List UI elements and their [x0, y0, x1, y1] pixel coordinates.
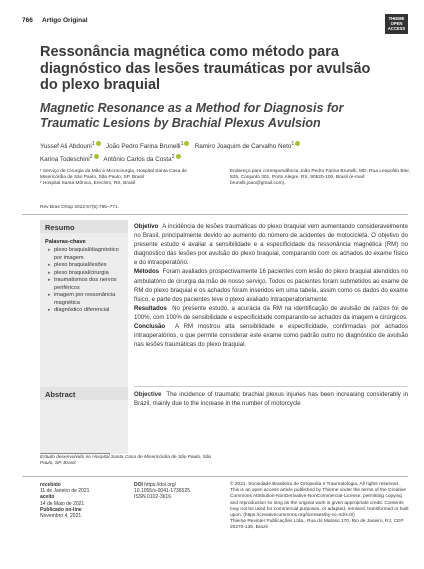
- author[interactable]: João Pedro Farina Brunelli$^1$: [106, 143, 189, 150]
- keyword-list: [40, 247, 128, 315]
- citation: Rev Bras Ortop 2022;57(5):766–771.: [40, 205, 119, 210]
- divider: [134, 386, 408, 387]
- orcid-icon: [184, 141, 189, 146]
- divider: [22, 214, 408, 215]
- article-title-en: Magnetic Resonance as a Method for Diagnosis for Traumatic Lesions by Brachial Plexus Avulsion: [40, 101, 344, 130]
- section-label: Artigo Original: [42, 17, 88, 24]
- author-list: [40, 139, 400, 165]
- resumo-body: Objetivo A incidência de lesões traumáticas do plexo braquial vem aumentando consideravelmente no Brasil, principalmente devido ao aumento do número de acidentes de motocicleta. O objetivo do presente estudo é avaliar a sensibilidade e a especificidade da ressonância magnética (RM) no diagnóstico das lesões por avulsão do plexo braquial, comparando com os achados do exame físico e do intraoperatório. Métodos Foram avaliados prospectivamente 16 pacientes com lesão do plexo braquial atendidos no ambulatório de cirurgia da mão de nosso serviço. Todos os pacientes foram submetidos ao exame de RM do plexo braquial e os achados foram inseridos em uma tabela, assim como os dados do exame físico, e parte dos pacientes teve o plexo avaliado intraoperatoriamente. Resultados No presente estudo, a acurácia da RM na identificação de avulsão de raízes foi de 100%, com 100% de sensibilidade e especificidade comparando-se achados da imagem e cirúrgicos. Conclusão A RM mostrou alta sensibilidade e especificidade, confirmadas por achados intraoperatórios, o que permite considerar este exame como padrão outro no diagnóstico de avulsão nas lesões traumáticas do plexo braquial.: [134, 223, 408, 349]
- page-header: [22, 14, 408, 36]
- keyword: ▸ plexo braquial/cirurgia: [48, 270, 123, 278]
- open-access-badge: THIEME OPEN ACCESS: [385, 14, 408, 34]
- footnote-divider: [40, 453, 110, 454]
- author[interactable]: Ramiro Joaquim de Carvalho Neto$^1$: [195, 143, 301, 150]
- correspondence: Endereço para correspondência João Pedro Farina Brunelli, MD, Rua Leopoldo Bier, 825, Conjunto 301, Porto Alegre, RS, 90620-100, Brasil (e-mail: brunelli.joao@gmail.com).: [230, 169, 410, 187]
- orcid-icon: [176, 154, 181, 159]
- doi-block: DOI https://doi.org/ 10.1055/s-0041-1736525. ISSN 0102-3616.: [134, 482, 192, 501]
- keyword: ▸ plexo braquial/lesões: [48, 262, 123, 270]
- divider: [22, 476, 408, 477]
- keywords-sidebar: [40, 220, 128, 454]
- doi-link[interactable]: https://doi.org/: [144, 482, 176, 488]
- author[interactable]: Antônio Carlos da Costa$^2$: [103, 156, 180, 163]
- article-title-pt: Ressonância magnética como método para diagnóstico das lesões traumáticas por avulsão do plexo braquial: [40, 44, 371, 93]
- abstract-body: Objective The incidence of traumatic brachial plexus injuries has been increasing considerably in Brazil, mainly due to the increase in the number of motorcycle: [134, 391, 409, 408]
- orcid-icon: [295, 141, 300, 146]
- orcid-icon: [96, 141, 101, 146]
- orcid-icon: [94, 154, 99, 159]
- publication-dates: recebido 11 de Janeiro de 2021 aceito 14 de Maio de 2021 Publicado on-line Novembro 4, 2021: [40, 482, 90, 520]
- keyword: ▸ diagnóstico diferencial: [48, 307, 123, 315]
- author[interactable]: Yussef Ali Abdouni$^1$: [40, 143, 101, 150]
- keyword: ▸ traumatismos dos nervos periféricos: [48, 277, 123, 292]
- copyright-notice: © 2021. Sociedade Brasileira de Ortopedia e Traumatologia. All rights reserved. This is an open access article published by Thieme under the terms of the Creative Commons Attribution-NonDerivative-NonCommercial-License, permitting copying and reproduction so long as the original work is given appropriate credit. Contents may not be used for commercial purposes, or adapted, remixed, transformed or built upon. (https://creativecommons.org/licenses/by-nc-nd/4.0/) Thieme Revinter Publicações Ltda., Rua do Matoso 170, Rio de Janeiro, RJ, CEP 20270-135, Brazil: [230, 482, 409, 531]
- keywords-label: Palavras-chave: [45, 239, 86, 245]
- page-number: 766: [22, 17, 33, 24]
- affiliations: ¹ Serviço de Cirurgia da Mão e Microcirurgia, Hospital Santa Casa de Misericórdia de São Paulo, São Paulo, SP, Brasil ² Hospital Santa Mônica, Erechim, RS, Brasil: [40, 169, 187, 187]
- resumo-label: Resumo: [40, 220, 128, 233]
- footnote: Estudo desenvolvido no Hospital Santa Casa de Misericórdia de São Paulo, São Paulo, SP, Brasil.: [40, 455, 212, 467]
- abstract-label: Abstract: [40, 387, 128, 400]
- keyword: ▸ plexo braquial/diagnóstico por imagem: [48, 247, 123, 262]
- keyword: ▸ imagem por ressonância magnética: [48, 292, 123, 307]
- author[interactable]: Karina Todeschini$^2$: [40, 156, 99, 163]
